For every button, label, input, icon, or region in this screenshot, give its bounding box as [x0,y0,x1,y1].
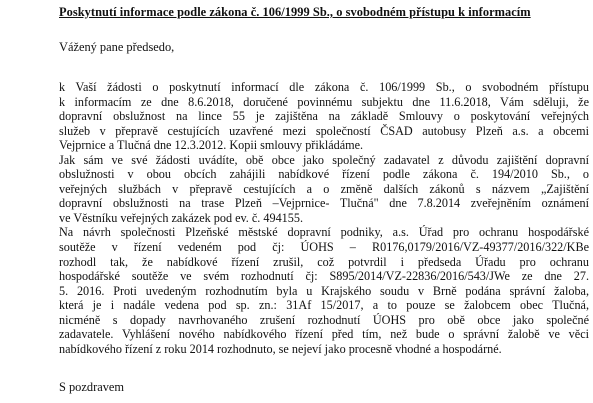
body-line: zadavatele. Vyhlášení nového nabídkového řízení před tím, než bude o správní žalobě ve věci [59,327,589,342]
body-line: hospodářské soutěže ve svém rozhodnutí čj: S895/2014/VZ-22836/2016/543/JWe ze dne 27. [59,269,589,284]
body-line: k Vaší žádosti o poskytnutí informací dle zákona č. 106/1999 Sb., o svobodném přístupu [59,80,589,94]
body-line: 5. 2016. Proti uvedeným rozhodnutím byla u Krajského soudu v Brně podána správní žaloba, [59,283,589,298]
body-line: rozhodl tak, že nabídkové řízení zrušil, což potvrdil i předseda Úřadu pro ochranu [59,254,589,269]
body-line: dopravní obslužnost na lince 55 je zajištěna na základě Smlouvy o poskytování veřejných [59,109,589,124]
body-line: obslužnosti v obou obcích zahájili nabídkové řízení podle zákona č. 194/2010 Sb., o [59,167,589,182]
body-line: nabídkového řízení z roku 2014 rozhodnuto, se nejeví jako procesně vhodné a hospodárné. [59,341,502,356]
body-line: ve Věstníku veřejných zakázek pod ev. č. 494155. [59,210,304,225]
body-line: nicméně s dopady navrhovaného zrušení rozhodnutí ÚOHS pro obě obce jako společné [59,312,589,327]
closing: S pozdravem [59,380,125,394]
body-line: Jak sám ve své žádosti uvádíte, obě obce jako společný zadavatel z důvodu zajištění dopravní [59,152,589,167]
body-line: služeb v přepravě cestujících uzavřené mezi společností ČSAD autobusy Plzeň a.s. a obcemi [59,123,589,138]
letter-heading: Poskytnutí informace podle zákona č. 106/1999 Sb., o svobodném přístupu k informacím [59,5,531,19]
body-line: veřejných službách v přepravě cestujících a o změně dalších zákonů s názvem „Zajištění [59,181,589,196]
body-line: Vejprnice a Tlučná dne 12.3.2012. Kopii smlouvy přikládáme. [59,138,364,153]
body-line: která je i nadále vedena pod sp. zn.: 31Af 15/2017, a to pouze se žalobcem obec Tlučná, [59,298,589,313]
body-line: dopravní obslužnosti na trase Plzeň –Vejprnice- Tlučná" dne 7.8.2014 zveřejněním oznámení [59,196,589,211]
salutation: Vážený pane předsedo, [59,40,175,54]
body-line: soutěže v řízení vedeném pod čj: ÚOHS – R0176,0179/2016/VZ-49377/2016/322/KBe [59,240,589,255]
body-line: k informacím ze dne 8.6.2018, doručené povinnému subjektu dne 11.6.2018, Vám sděluji, že [59,94,589,109]
body-line: Na návrh společnosti Plzeňské městské dopravní podniky, a.s. Úřad pro ochranu hospodářské [59,225,589,240]
letter-body [59,80,589,356]
